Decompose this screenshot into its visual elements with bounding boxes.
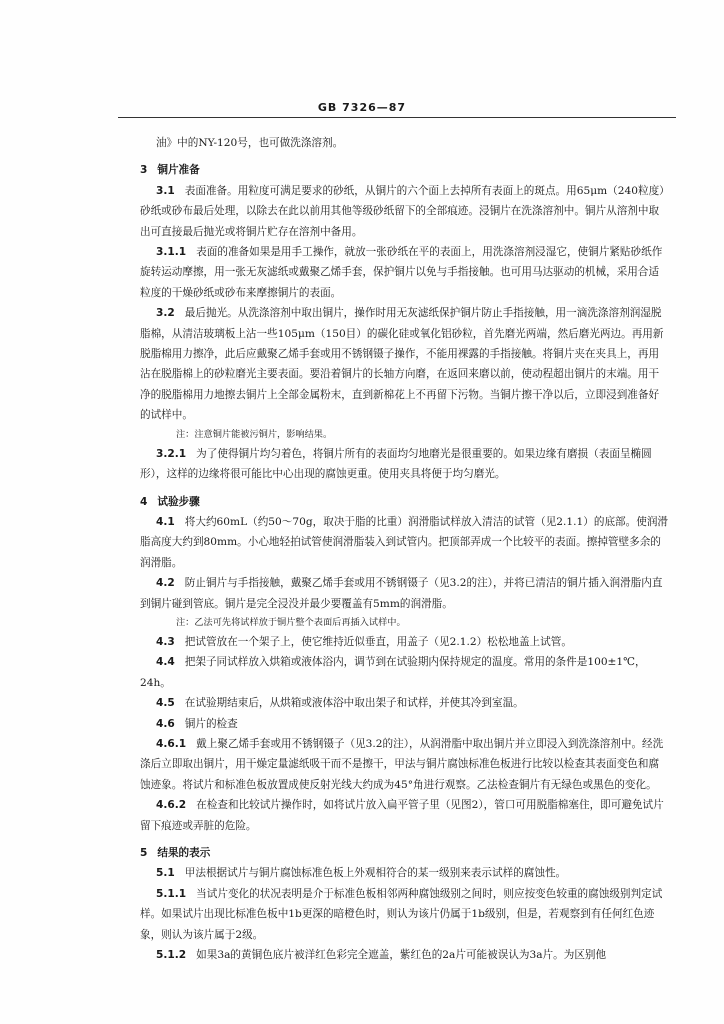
clause-text: 铜片的检查 xyxy=(184,717,238,730)
clause-paragraph xyxy=(140,652,668,693)
clause-number: 3.2.1 xyxy=(156,447,187,460)
clause-text: 甲法根据试片与铜片腐蚀标准色板上外观相符合的某一级别来表示试样的腐蚀性。 xyxy=(184,867,567,880)
clause-paragraph xyxy=(140,795,668,836)
note-text: 注：注意铜片能被污铜片，影响结果。 xyxy=(176,428,333,440)
section-heading xyxy=(140,492,668,512)
continued-text: 油》中的NY-120号，也可做洗涤溶剂。 xyxy=(156,137,344,149)
clause-number: 4.5 xyxy=(156,697,175,710)
clause-paragraph xyxy=(140,632,668,652)
clause-number: 4.6.1 xyxy=(156,737,187,750)
clause-paragraph xyxy=(140,242,668,303)
clause-text: 在试验期结束后，从烘箱或液体浴中取出架子和试样，并使其冷到室温。 xyxy=(184,697,524,710)
clause-text: 将大约60mL（约50～70g，取决于脂的比重）润滑脂试样放入清洁的试管（见2.1.1）的底部。使润滑脂高度大约到80mm。小心地轻拍试管使润滑脂装入到试管内。把顶部弄成一个比较平的表面。擦掉管壁多余的润滑脂。 xyxy=(140,515,669,569)
clause-text: 为了使得铜片均匀着色，将铜片所有的表面均匀地磨光是很重要的。如果边缘有磨损（表面呈椭圆形），这样的边缘将很可能比中心出现的腐蚀更重。使用夹具将便于均匀磨光。 xyxy=(140,447,652,481)
clause-number: 4.6.2 xyxy=(156,799,187,812)
clause-number: 4.1 xyxy=(156,515,175,528)
note-text: 注：乙法可先将试样放于铜片整个表面后再插入试样中。 xyxy=(176,616,406,628)
clause-number: 4.6 xyxy=(156,717,175,730)
clause-text: 最后抛光。从洗涤溶剂中取出铜片，操作时用无灰滤纸保护铜片防止手指接触，用一滴洗涤溶剂润湿脱脂棉，从清洁玻璃板上沾一些105μm（150目）的碳化硅或氧化铝砂粒，首先磨光两端，然后磨光两边。再用新脱脂棉用力擦净，此后应戴聚乙烯手套或用不锈钢镊子操作，不能用裸露的手指接触。将铜片夹在夹具上，再用沾在脱脂棉上的砂粒磨光主要表面。要沿着铜片的长轴方向磨，在返回来磨以前，使动程超出铜片的末端。用干净的脱脂棉用力地擦去铜片上全部金属粉末，直到新棉花上不再留下污物。当铜片擦干净以后，立即浸到准备好的试样中。 xyxy=(140,307,664,422)
clause-text: 表面准备。用粒度可满足要求的砂纸，从铜片的六个面上去掉所有表面上的斑点。用65μm（240粒度）砂纸或砂布最后处理，以除去在此以前用其他等级砂纸留下的全部痕迹。浸铜片在洗涤溶剂中。铜片从溶剂中取出可直接最后抛光或将铜片贮存在溶剂中备用。 xyxy=(140,184,665,238)
standard-code-header: GB 7326—87 xyxy=(317,101,407,114)
section-title: 试验步骤 xyxy=(157,495,200,508)
clause-text: 把架子同试样放入烘箱或液体浴内，调节到在试验期内保持规定的温度。常用的条件是100±1℃，24h。 xyxy=(140,656,646,689)
clause-number: 5.1.1 xyxy=(156,887,187,900)
clause-number: 4.3 xyxy=(156,635,175,648)
clause-paragraph xyxy=(140,303,668,425)
section-number: 3 xyxy=(140,164,148,177)
header-rule xyxy=(118,117,676,118)
section-title: 铜片准备 xyxy=(157,164,200,177)
clause-number: 3.1 xyxy=(156,184,175,197)
clause-paragraph xyxy=(140,945,668,965)
clause-number: 5.1.2 xyxy=(156,949,187,962)
document-body xyxy=(140,133,668,965)
section-number: 5 xyxy=(140,847,148,859)
section-title: 结果的表示 xyxy=(157,847,211,859)
clause-paragraph xyxy=(140,512,668,573)
clause-text: 把试管放在一个架子上，使它维持近似垂直，用盖子（见2.1.2）松松地盖上试管。 xyxy=(184,635,572,648)
clause-number: 3.2 xyxy=(156,307,175,320)
section-number: 4 xyxy=(140,495,148,508)
clause-number: 4.2 xyxy=(156,577,175,590)
clause-text: 当试片变化的状况表明是介于标准色板相邻两种腐蚀级别之间时，则应按变色较重的腐蚀级别判定试样。如果试片出现比标准色板中1b更深的暗橙色时，则认为该片仍属于1b级别，但是，若观察到有任何红色迹象，则认为该片属于2级。 xyxy=(140,887,663,941)
clause-number: 4.4 xyxy=(156,656,175,669)
section-heading xyxy=(140,843,668,863)
clause-text: 在检查和比较试片操作时，如将试片放入扁平管子里（见图2），管口可用脱脂棉塞住，即可避免试片留下痕迹或弄脏的危险。 xyxy=(140,799,664,832)
clause-text: 戴上聚乙烯手套或用不锈钢镊子（见3.2的注），从润滑脂中取出铜片并立即浸入到洗涤溶剂中。经洗涤后立即取出铜片，用干燥定量滤纸吸干而不是擦干，甲法与铜片腐蚀标准色板进行比较以检查其表面变色和腐蚀迹象。将试片和标准色板放置成使反射光线大约成为45°角进行观察。乙法检查铜片有无绿色或黑色的变化。 xyxy=(140,737,664,791)
clause-number: 3.1.1 xyxy=(156,246,187,259)
clause-paragraph xyxy=(140,714,668,734)
clause-paragraph xyxy=(140,444,668,485)
clause-paragraph xyxy=(140,884,668,945)
clause-paragraph xyxy=(140,734,668,795)
clause-text: 防止铜片与手指接触，戴聚乙烯手套或用不锈钢镊子（见3.2的注），并将已清洁的铜片插入润滑脂内直到铜片碰到管底。铜片是完全浸没并最少要覆盖有5mm的润滑脂。 xyxy=(140,577,663,610)
section-heading xyxy=(140,160,668,180)
clause-text: 表面的准备如果是用手工操作，就放一张砂纸在平的表面上，用洗涤溶剂浸湿它，使铜片紧贴砂纸作旋转运动摩擦，用一张无灰滤纸或戴聚乙烯手套，保护铜片以免与手指接触。也可用马达驱动的机械，采用合适粒度的干燥砂纸或砂布来摩擦铜片的表面。 xyxy=(140,246,663,299)
clause-text: 如果3a的黄铜色底片被洋红色彩完全遮盖，紫红色的2a片可能被误认为3a片。为区别他 xyxy=(196,949,607,962)
clause-paragraph xyxy=(140,863,668,883)
clause-paragraph xyxy=(140,181,668,242)
clause-paragraph xyxy=(140,573,668,614)
clause-paragraph xyxy=(140,693,668,713)
clause-number: 5.1 xyxy=(156,867,175,880)
